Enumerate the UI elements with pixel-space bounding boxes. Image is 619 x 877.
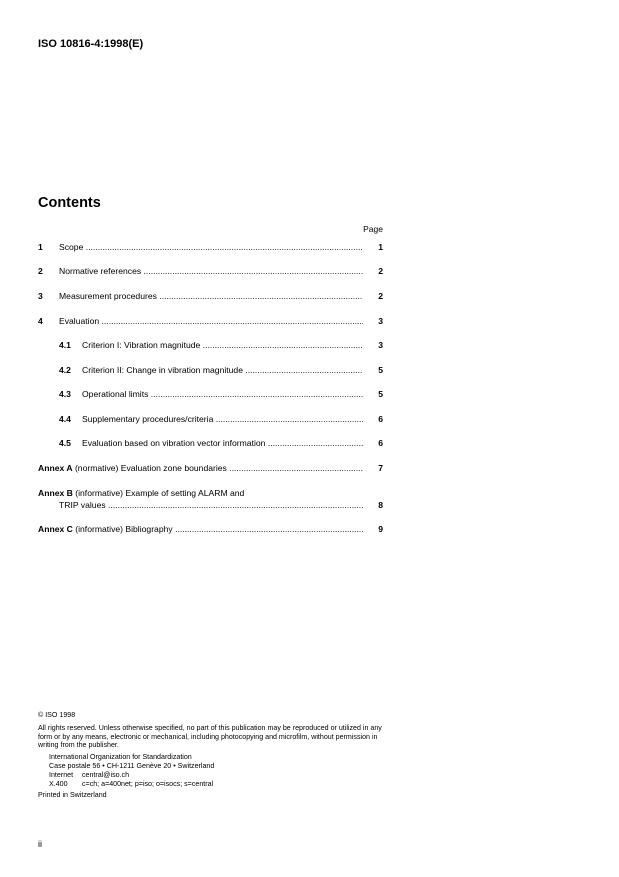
toc-entry-scope[interactable]	[38, 240, 383, 254]
toc-entry-number: 3	[38, 291, 43, 301]
toc-entry-annex-b-continued[interactable]	[38, 498, 383, 512]
toc-entry-page: 8	[378, 500, 383, 510]
toc-entry-vector-evaluation[interactable]	[38, 436, 383, 450]
toc-entry-title: Evaluation based on vibration vector information	[82, 438, 266, 448]
toc-entry-page: 7	[378, 463, 383, 473]
toc-entry-page: 5	[378, 389, 383, 399]
organization-name: International Organization for Standardization	[49, 753, 192, 762]
toc-entry-title: Normative references	[59, 266, 142, 276]
x400-label: X.400	[49, 779, 68, 788]
toc-entry-leader	[38, 461, 363, 475]
toc-entry-page: 6	[378, 414, 383, 424]
toc-entry-number: 4.4	[59, 414, 71, 424]
internet-address[interactable]: central@iso.ch	[82, 770, 130, 779]
copyright-block	[38, 711, 384, 800]
document-identifier: ISO 10816-4:1998(E)	[38, 38, 144, 50]
annex-label: Annex C	[38, 524, 73, 534]
toc-entry-number: 4	[38, 316, 43, 326]
toc-entry-supplementary-procedures[interactable]	[38, 412, 383, 426]
postal-address: Case postale 56 • CH-1211 Genève 20 • Switzerland	[49, 761, 215, 770]
rights-statement: All rights reserved. Unless otherwise specified, no part of this publication may be reproduced or utilized in any form or by any means, electronic or mechanical, including photocopying and microfilm, without permission in writing from the publisher.	[38, 723, 382, 750]
toc-entry-leader	[59, 289, 363, 303]
toc-entry-title: Scope	[59, 242, 84, 252]
toc-entry-annex-c[interactable]	[38, 522, 383, 536]
toc-entry-title: Supplementary procedures/criteria	[82, 414, 214, 424]
toc-entry-criterion-i[interactable]	[38, 338, 383, 352]
toc-entry-title: Evaluation	[59, 316, 100, 326]
toc-entry-annex-a[interactable]	[38, 461, 383, 475]
x400-row	[49, 780, 384, 789]
toc-entry-operational-limits[interactable]	[38, 387, 383, 401]
toc-entry-number: 1	[38, 242, 43, 252]
annex-label: Annex A	[38, 463, 73, 473]
toc-entry-number: 4.3	[59, 389, 71, 399]
toc-entry-evaluation[interactable]	[38, 314, 383, 328]
toc-entry-page: 1	[378, 242, 383, 252]
internet-row	[49, 771, 384, 780]
toc-entry-page: 3	[378, 340, 383, 350]
toc-entry-leader	[59, 498, 363, 512]
toc-entry-leader	[38, 522, 363, 536]
toc-entry-normative-references[interactable]	[38, 264, 383, 278]
toc-entry-leader	[82, 387, 363, 401]
toc-entry-number: 2	[38, 266, 43, 276]
toc-entry-number: 4.1	[59, 340, 71, 350]
contents-heading: Contents	[38, 195, 101, 211]
toc-entry-page: 2	[378, 291, 383, 301]
printed-in: Printed in Switzerland	[38, 791, 107, 800]
toc-entry-measurement-procedures[interactable]	[38, 289, 383, 303]
toc-entry-leader	[82, 338, 363, 352]
toc-entry-leader	[59, 240, 363, 254]
toc-entry-title: Measurement procedures	[59, 291, 157, 301]
toc-entry-page: 3	[378, 316, 383, 326]
page-number: ii	[38, 839, 42, 849]
copyright-line: © ISO 1998	[38, 711, 76, 719]
toc-entry-title: (informative) Bibliography	[75, 524, 173, 534]
toc-entry-page: 6	[378, 438, 383, 448]
toc-entry-leader	[82, 363, 363, 377]
toc-entry-title: Criterion I: Vibration magnitude	[82, 340, 201, 350]
toc-entry-leader	[59, 264, 363, 278]
page-column-heading: Page	[363, 224, 383, 234]
toc-entry-leader	[82, 412, 363, 426]
toc-entry-page: 5	[378, 365, 383, 375]
toc-entry-leader	[59, 314, 363, 328]
toc-entry-title: (informative) Example of setting ALARM and	[75, 488, 245, 498]
publisher-address	[38, 753, 384, 788]
toc-entry-title: (normative) Evaluation zone boundaries	[74, 463, 227, 473]
internet-label: Internet	[49, 770, 74, 779]
toc-entry-title: Operational limits	[82, 389, 149, 399]
toc-entry-title: Criterion II: Change in vibration magnitude	[82, 365, 243, 375]
annex-label: Annex B	[38, 488, 73, 498]
toc-entry-title-continued: TRIP values	[59, 500, 106, 510]
toc-entry-number: 4.5	[59, 438, 71, 448]
x400-address: c=ch; a=400net; p=iso; o=isocs; s=central	[82, 779, 214, 788]
toc-entry-criterion-ii[interactable]	[38, 363, 383, 377]
toc-entry-number: 4.2	[59, 365, 71, 375]
toc-entry-page: 2	[378, 266, 383, 276]
toc-entry-page: 9	[378, 524, 383, 534]
toc-entry-leader	[82, 436, 363, 450]
